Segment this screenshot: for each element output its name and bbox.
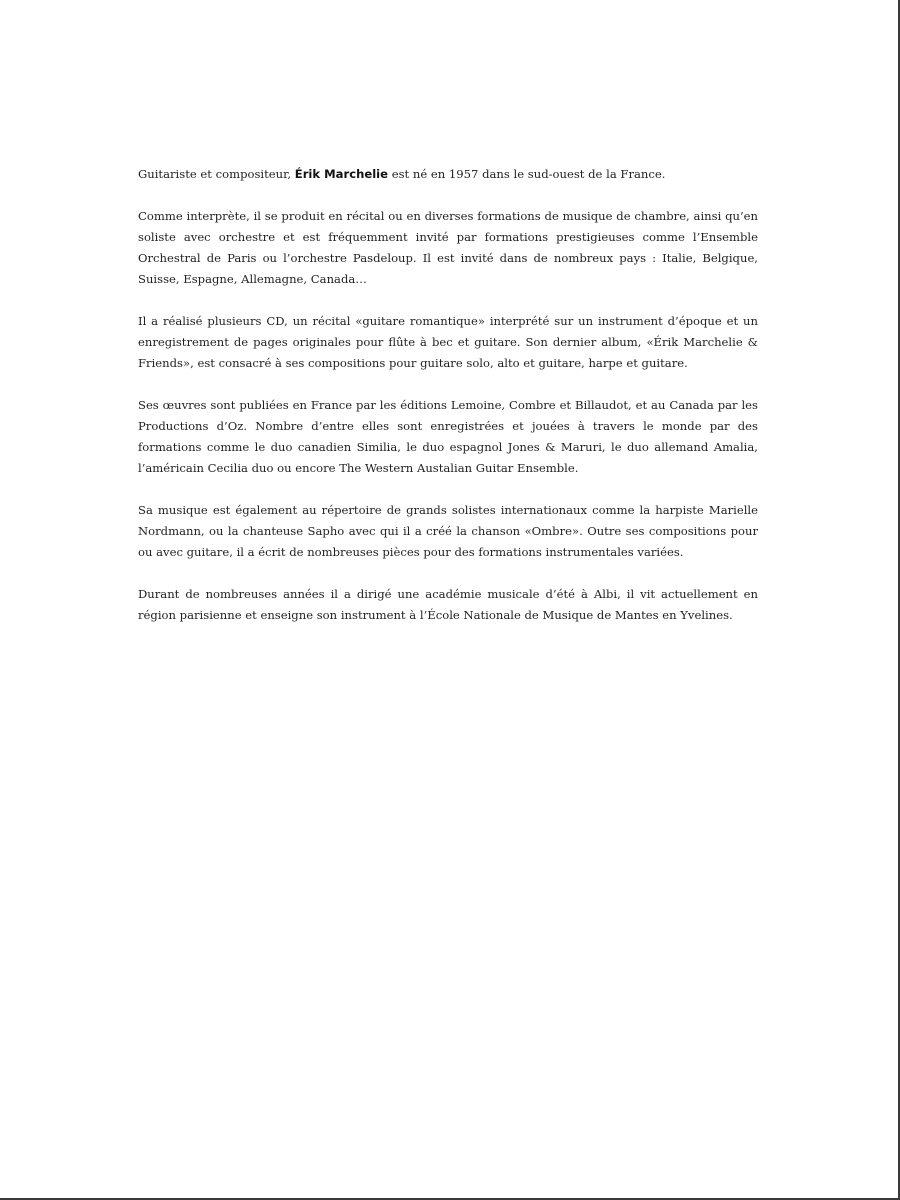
biography-text <box>138 164 758 647</box>
intro-text-before: Guitariste et compositeur, <box>138 167 295 181</box>
bio-paragraph-intro <box>138 164 758 185</box>
bio-paragraph-performer: Comme interprète, il se produit en récital ou en diverses formations de musique de chambre, ainsi qu’en soliste avec orchestre et est fréquemment invité par formations prestigieuses comme l’Ensemble Orchestral de Paris ou l’orchestre Pasdeloup. Il est invité dans de nombreux pays : Italie, Belgique, Suisse, Espagne, Allemagne, Canada… <box>138 209 758 286</box>
bio-paragraph-repertoire: Sa musique est également au répertoire de grands solistes internationaux comme la harpiste Marielle Nordmann, ou la chanteuse Sapho avec qui il a créé la chanson «Ombre». Outre ses compositions pour ou avec guitare, il a écrit de nombreuses pièces pour des formations instrumentales variées. <box>138 503 758 559</box>
bio-paragraph-teaching: Durant de nombreuses années il a dirigé une académie musicale d’été à Albi, il vit actuellement en région parisienne et enseigne son instrument à l’École Nationale de Musique de Mantes en Yvelines. <box>138 587 758 622</box>
intro-text-after: est né en 1957 dans le sud-ouest de la France. <box>388 167 666 181</box>
artist-name: Érik Marchelie <box>294 167 389 181</box>
bio-paragraph-publications: Ses œuvres sont publiées en France par les éditions Lemoine, Combre et Billaudot, et au Canada par les Productions d’Oz. Nombre d’entre elles sont enregistrées et jouées à travers le monde par des formations comme le duo canadien Similia, le duo espagnol Jones & Maruri, le duo allemand Amalia, l’américain Cecilia duo ou encore The Western Austalian Guitar Ensemble. <box>138 398 758 475</box>
bio-paragraph-recordings: Il a réalisé plusieurs CD, un récital «guitare romantique» interprété sur un instrument d’époque et un enregistrement de pages originales pour flûte à bec et guitare. Son dernier album, «Érik Marchelie & Friends», est consacré à ses compositions pour guitare solo, alto et guitare, harpe et guitare. <box>138 314 758 370</box>
